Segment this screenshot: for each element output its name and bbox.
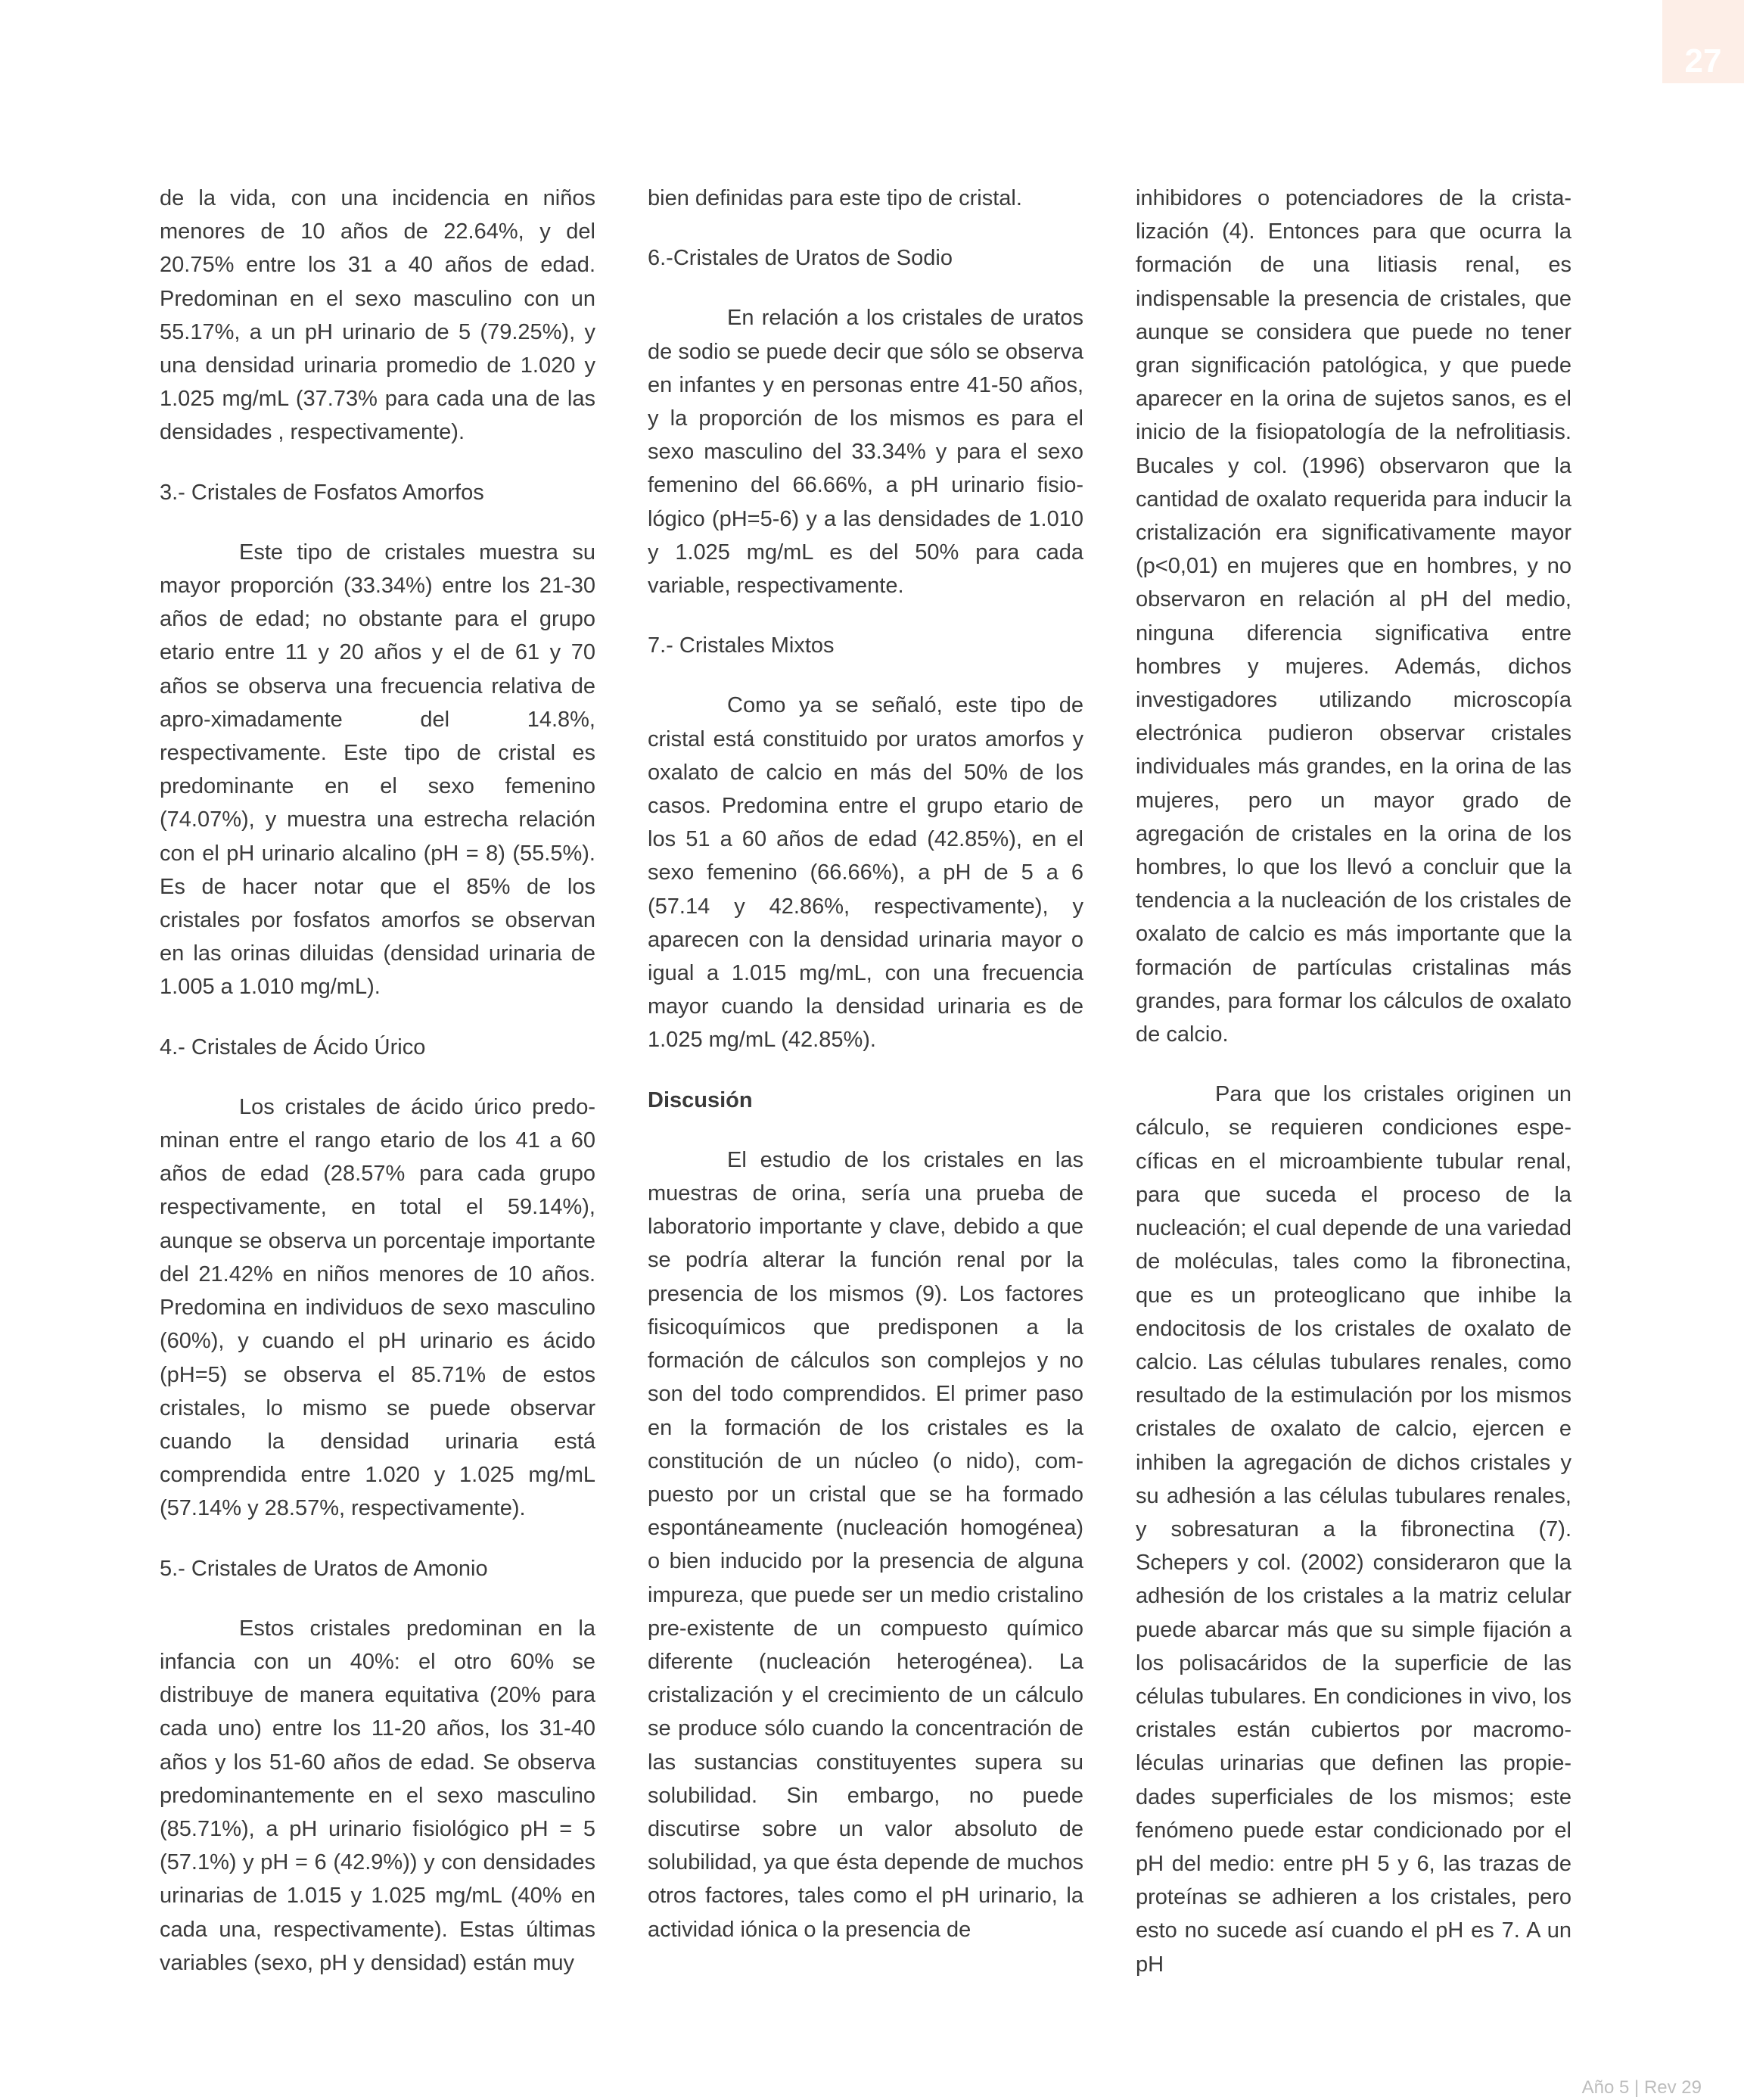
paragraph: Como ya se señaló, este tipo de cristal está constituido por uratos amorfos y oxalato de calcio en más del 50% de los casos. Predomina entre el grupo etario de los 51 a 60 años de edad (42.85%), en el sexo femenino (66.66%), a pH de 5 a 6 (57.14 y 42.86%, respectivamente), y aparecen con la densidad urinaria mayor o igual a 1.015 mg/mL, con una frecuencia mayor cuando la densidad urinaria es de 1.025 mg/mL (42.85%).: [648, 693, 1083, 1053]
section-heading: 5.- Cristales de Uratos de Amonio: [160, 1556, 488, 1581]
paragraph: bien definidas para este tipo de cristal.: [648, 186, 1022, 210]
paragraph: En relación a los cristales de uratos de sodio se puede decir que sólo se observa en infantes y en personas entre 41-50 años, y la proporción de los mismos es para el sexo masculino del 33.34% y para el sexo femenino del 66.66%, a pH urinario fisio-lógico (pH=5-6) y a las densidades de 1.010 y 1.025 mg/mL es del 50% para cada variable, respectivamente.: [648, 306, 1083, 599]
section-heading: 3.- Cristales de Fosfatos Amorfos: [160, 480, 484, 505]
paragraph: Este tipo de cristales muestra su mayor proporción (33.34%) entre los 21-30 años de edad; no obstante para el grupo etario entre 11 y 20 años y el de 61 y 70 años se observa una frecuencia relativa de apro-ximadamente del 14.8%, respectivamente. Este tipo de cristal es predominante en el sexo femenino (74.07%), y muestra una estrecha relación con el pH urinario alcalino (pH = 8) (55.5%). Es de hacer notar que el 85% de los cristales por fosfatos amorfos se observan en las orinas diluidas (densidad urinaria de 1.005 a 1.010 mg/mL).: [160, 540, 595, 1000]
paragraph: Para que los cristales originen un cálculo, se requieren condiciones espe-cíficas en el microambiente tubular renal, para que suceda el proceso de la nucleación; el cual depende de una variedad de moléculas, tales como la fibronectina, que es un proteoglicano que inhibe la endocitosis de los cristales de oxalato de calcio. Las células tubulares renales, como resultado de la estimulación por los mismos cristales de oxalato de calcio, ejercen e inhiben la agregación de dichos cristales y su adhesión a las células tubulares renales, y sobresaturan a la fibronectina (7). Schepers y col. (2002) consideraron que la adhesión de los cristales a la matriz celular puede abarcar más que su simple fijación a los polisacáridos de la superficie de las células tubulares. En condiciones in vivo, los cristales están cubiertos por macromo-léculas urinarias que definen las propie-dades superficiales de los mismos; este fenómeno puede estar condicionado por el pH del medio: entre pH 5 y 6, las trazas de proteínas se adhieren a los cristales, pero esto no sucede así cuando el pH es 7. A un pH: [1136, 1082, 1571, 1977]
section-heading: 4.- Cristales de Ácido Úrico: [160, 1034, 426, 1059]
paragraph: inhibidores o potenciadores de la crista-lización (4). Entonces para que ocurra la formación de una litiasis renal, es indispensable la presencia de cristales, que aunque se considera que puede no tener gran significación patológica, y que puede aparecer en la orina de sujetos sanos, es el inicio de la fisiopatología de la nefrolitiasis. Bucales y col. (1996) observaron que la cantidad de oxalato requerida para inducir la cristalización era significativamente mayor (p<0,01) en mujeres que en hombres, y no observaron en relación al pH del medio, ninguna diferencia significativa entre hombres y mujeres. Además, dichos investigadores utilizando microscopía electrónica pudieron observar cristales individuales más grandes, en la orina de las mujeres, pero un mayor grado de agregación de cristales en la orina de los hombres, lo que los llevó a concluir que la tendencia a la nucleación de los cristales de oxalato de calcio es más importante que la formación de partículas cristalinas más grandes, para formar los cálculos de oxalato de calcio.: [1136, 186, 1571, 1047]
paragraph: Los cristales de ácido úrico predo-minan entre el rango etario de los 41 a 60 años de edad (28.57% para cada grupo respectivamente, en total el 59.14%), aunque se observa un porcentaje importante del 21.42% en niños menores de 10 años. Predomina en individuos de sexo masculino (60%), y cuando el pH urinario es ácido (pH=5) se observa el 85.71% de estos cristales, lo mismo se puede observar cuando la densidad urinaria está comprendida entre 1.020 y 1.025 mg/mL (57.14% y 28.57%, respectivamente).: [160, 1094, 595, 1521]
discussion-heading: Discusión: [648, 1087, 753, 1112]
issue-footer: Año 5 | Rev 29: [1581, 2077, 1702, 2098]
paragraph: de la vida, con una incidencia en niños menores de 10 años de 22.64%, y del 20.75% entre los 31 a 40 años de edad. Predominan en el sexo masculino con un 55.17%, a un pH urinario de 5 (79.25%), y una densidad urinaria promedio de 1.020 y 1.025 mg/mL (37.73% para cada una de las densidades , respectivamente).: [160, 186, 595, 445]
section-heading: 7.- Cristales Mixtos: [648, 633, 835, 658]
page-number: 27: [1684, 42, 1722, 79]
section-heading: 6.-Cristales de Uratos de Sodio: [648, 246, 953, 271]
text-column-3: [1136, 182, 1571, 1981]
paragraph: El estudio de los cristales en las muestras de orina, sería una prueba de laboratorio importante y clave, debido a que se podría alterar la función renal por la presencia de los mismos (9). Los factores fisicoquímicos que predisponen a la formación de cálculos son complejos y no son del todo comprendidos. El primer paso en la formación de los cristales es la constitución de un núcleo (o nido), com-puesto por un cristal que se ha formado espontáneamente (nucleación homogénea) o bien inducido por la presencia de alguna impureza, que puede ser un medio cristalino pre-existente de un compuesto químico diferente (nucleación heterogénea). La cristalización y el crecimiento de un cálculo se produce sólo cuando la concentración de las sustancias constituyentes supera su solubilidad. Sin embargo, no puede discutirse sobre un valor absoluto de solubilidad, ya que ésta depende de muchos otros factores, tales como el pH urinario, la actividad iónica o la presencia de: [648, 1147, 1083, 1942]
page-number-tab: [1662, 0, 1744, 83]
text-column-2: [648, 182, 1083, 1946]
text-column-1: [160, 182, 595, 1980]
paragraph: Estos cristales predominan en la infancia con un 40%: el otro 60% se distribuye de manera equitativa (20% para cada uno) entre los 11-20 años, los 31-40 años y los 51-60 años de edad. Se observa predominantemente en el sexo masculino (85.71%), a pH urinario fisiológico pH = 5 (57.1%) y pH = 6 (42.9%)) y con densidades urinarias de 1.015 y 1.025 mg/mL (40% en cada una, respectivamente). Estas últimas variables (sexo, pH y densidad) están muy: [160, 1616, 595, 1975]
